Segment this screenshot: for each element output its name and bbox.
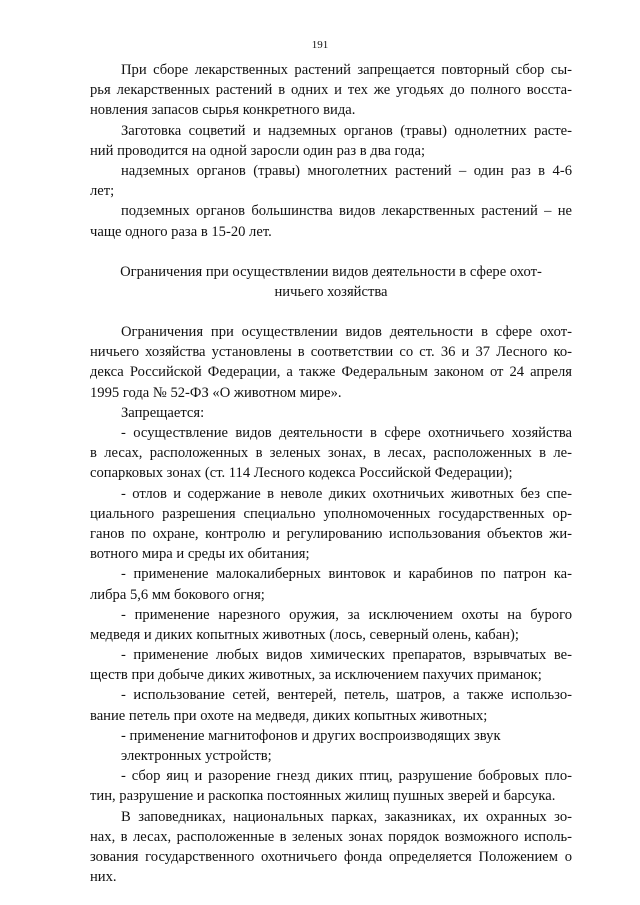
text-line: лет; (90, 183, 115, 200)
text-line: Запрещается: (121, 404, 205, 421)
text-line: новления запасов сырья конкретного вида. (90, 102, 356, 119)
list-item-line: - применение малокалиберных винтовок и карабинов по патрон ка- (121, 566, 572, 583)
text-line: При сборе лекарственных растений запрещается повторный сбор сы- (121, 62, 572, 78)
text-line: них. (90, 869, 117, 886)
text-line: чаще одного раза в 15-20 лет. (90, 223, 272, 240)
list-item-line: ществ при добыче диких животных, за исключением пахучих приманок; (90, 667, 542, 684)
text-line: рья лекарственных растений в одних и тех же угодьях до полного восста- (90, 82, 572, 99)
text-line: В заповедниках, национальных парках, заказниках, их охранных зо- (121, 808, 572, 825)
list-item-line: в лесах, расположенных в зеленых зонах, в лесах, расположенных в ле- (90, 445, 572, 462)
list-item-line: либра 5,6 мм бокового огня; (90, 586, 265, 603)
section-heading-line: Ограничения при осуществлении видов деятельности в сфере охот- (120, 263, 542, 280)
text-line: декса Российской Федерации, а также Федеральным законом от 24 апреля (90, 364, 572, 381)
list-item-line: - сбор яиц и разорение гнезд диких птиц, разрушение бобровых пло- (121, 768, 572, 785)
text-line: подземных органов большинства видов лекарственных растений – не (121, 203, 572, 220)
list-item-line: - осуществление видов деятельности в сфере охотничьего хозяйства (121, 425, 572, 441)
list-item-line: - применение любых видов химических препаратов, взрывчатых ве- (121, 647, 572, 664)
list-item-line: - применение нарезного оружия, за исключением охоты на бурого (121, 606, 572, 623)
text-line: ний проводится на одной заросли один раз в два года; (90, 142, 425, 159)
list-item-line: ганов по охране, контролю и регулированию использования объектов жи- (90, 525, 572, 542)
text-line: зования государственного охотничьего фонда определяется Положением о (90, 848, 572, 865)
list-item-line: тин, разрушение и раскопка постоянных жилищ пушных зверей и барсука. (90, 788, 556, 805)
page-content (90, 60, 572, 887)
text-line: Заготовка соцветий и надземных органов (травы) однолетних расте- (121, 122, 572, 139)
list-item-line: вание петель при охоте на медведя, диких копытных животных; (90, 707, 488, 724)
text-line: надземных органов (травы) многолетних растений – один раз в 4-6 (121, 162, 572, 179)
list-item-line: - применение магнитофонов и других воспроизводящих звук (121, 727, 501, 744)
text-line: Ограничения при осуществлении видов деятельности в сфере охот- (121, 324, 572, 341)
list-item-line: вотного мира и среды их обитания; (90, 546, 310, 563)
list-item-line: медведя и диких копытных животных (лось, северный олень, кабан); (90, 626, 519, 643)
text-line: 1995 года № 52-ФЗ «О животном мире». (90, 384, 342, 401)
list-item-line: электронных устройств; (121, 748, 272, 764)
section-heading-line: ничьего хозяйства (274, 283, 388, 300)
list-item-line: циального разрешения специально уполномоченных государственных ор- (90, 505, 572, 522)
text-line: ничьего хозяйства установлены в соответствии со ст. 36 и 37 Лесного ко- (90, 344, 572, 361)
list-item-line: сопарковых зонах (ст. 114 Лесного кодекса Российской Федерации); (90, 465, 513, 482)
list-item-line: - отлов и содержание в неволе диких охотничьих животных без спе- (121, 485, 572, 502)
text-line: нах, в лесах, расположенные в зеленых зонах порядок возможного исполь- (90, 828, 572, 845)
list-item-line: - использование сетей, вентерей, петель, шатров, а также использо- (121, 687, 572, 704)
page-number: 191 (311, 39, 329, 51)
